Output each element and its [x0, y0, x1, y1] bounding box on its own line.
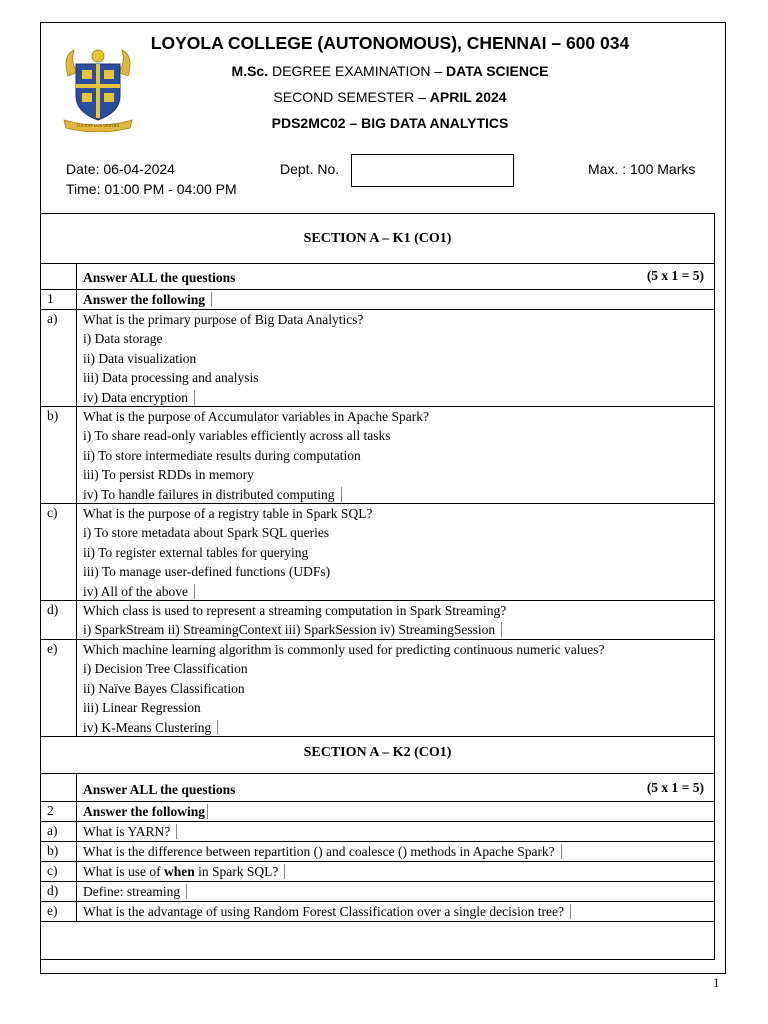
- exam-time: Time: 01:00 PM - 04:00 PM: [66, 181, 237, 197]
- k1-marks: (5 x 1 = 5): [646, 268, 704, 283]
- k1-question-row: [41, 406, 714, 503]
- question-text: What is the purpose of a registry table in Spark SQL? i) To store metadata about Spark SQL queries ii) To register external tables for querying iii) To manage user-defined functions (UDFs) iv) All of the above: [83, 506, 373, 599]
- section-a-k1-title: SECTION A – K1 (CO1): [303, 231, 452, 246]
- k2-instruction: Answer ALL the questions: [83, 782, 236, 797]
- section-a-k2-title: SECTION A – K2 (CO1): [303, 745, 452, 760]
- k2-question-row: [41, 821, 714, 841]
- question-label: d): [47, 602, 59, 617]
- k2-instruction-row: [41, 773, 714, 801]
- k2-question-heading-row: [41, 801, 714, 821]
- course-title: PDS2MC02 – BIG DATA ANALYTICS: [271, 115, 509, 131]
- question-label: a): [47, 823, 58, 838]
- question-table: [40, 213, 715, 960]
- question-text: What is the primary purpose of Big Data Analytics? i) Data storage ii) Data visualization iii) Data processing and analysis iv) Data encryption: [83, 312, 364, 405]
- semester-prefix: SECOND SEMESTER –: [273, 89, 430, 105]
- semester-date: APRIL 2024: [429, 89, 507, 105]
- k1-question-row: [41, 639, 714, 736]
- empty-row: [41, 921, 714, 959]
- k2-question-row: [41, 881, 714, 901]
- k2-question-row: [41, 901, 714, 921]
- k1-question-row: [41, 600, 714, 639]
- k1-question-heading: Answer the following: [83, 290, 212, 309]
- question-label: c): [47, 505, 58, 520]
- dept-label: Dept. No.: [280, 161, 340, 177]
- exam-date: Date: 06-04-2024: [66, 161, 175, 177]
- question-text: Which machine learning algorithm is commonly used for predicting continuous numeric values? i) Decision Tree Classification ii) Naïve Bayes Classification iii) Linear Regression iv) K-Means Clustering: [83, 642, 605, 735]
- k1-question-number: 1: [47, 291, 54, 306]
- question-label: a): [47, 311, 58, 326]
- question-text: What is use of when in Spark SQL?: [83, 862, 285, 881]
- k1-instruction-row: [41, 263, 714, 289]
- question-text: What is the purpose of Accumulator variables in Apache Spark? i) To share read-only variables efficiently across all tasks ii) To store intermediate results during computation iii) To persist RDDs in memory iv) To handle failures in distributed computing: [83, 409, 430, 502]
- question-text: Which class is used to represent a streaming computation in Spark Streaming? i) SparkStream ii) StreamingContext iii) SparkSession iv) StreamingSession: [83, 603, 507, 638]
- k2-marks: (5 x 1 = 5): [646, 780, 704, 795]
- semester-line: [70, 89, 710, 105]
- k2-question-number: 2: [47, 803, 54, 818]
- k2-question-row: [41, 841, 714, 861]
- question-label: d): [47, 883, 59, 898]
- question-label: b): [47, 843, 59, 858]
- question-text: Define: streaming: [83, 882, 187, 901]
- dept-number-box[interactable]: [351, 154, 514, 187]
- question-text: What is the difference between repartition () and coalesce () methods in Apache Spark?: [83, 842, 562, 861]
- k1-instruction: Answer ALL the questions: [83, 270, 236, 285]
- k1-question-heading-row: [41, 289, 714, 309]
- degree-mid: DEGREE EXAMINATION –: [268, 63, 447, 79]
- question-text: What is YARN?: [83, 822, 177, 841]
- k2-title-row: [41, 736, 714, 773]
- question-label: b): [47, 408, 59, 423]
- question-text: What is the advantage of using Random Forest Classification over a single decision tree?: [83, 902, 571, 921]
- degree-prefix: M.Sc.: [231, 63, 269, 79]
- degree-line: [70, 63, 710, 79]
- k1-question-row: [41, 309, 714, 406]
- college-name: LOYOLA COLLEGE (AUTONOMOUS), CHENNAI – 600 034: [150, 33, 630, 53]
- max-marks: Max. : 100 Marks: [588, 161, 696, 177]
- degree-subject: DATA SCIENCE: [446, 63, 549, 79]
- page-number: 1: [713, 975, 720, 990]
- question-label: e): [47, 903, 58, 918]
- question-label: e): [47, 641, 58, 656]
- k2-question-heading: Answer the following: [83, 802, 208, 821]
- k1-question-row: [41, 503, 714, 600]
- logo-motto: LUCEAT LUX VESTRA: [76, 123, 120, 128]
- k2-question-row: [41, 861, 714, 881]
- question-label: c): [47, 863, 58, 878]
